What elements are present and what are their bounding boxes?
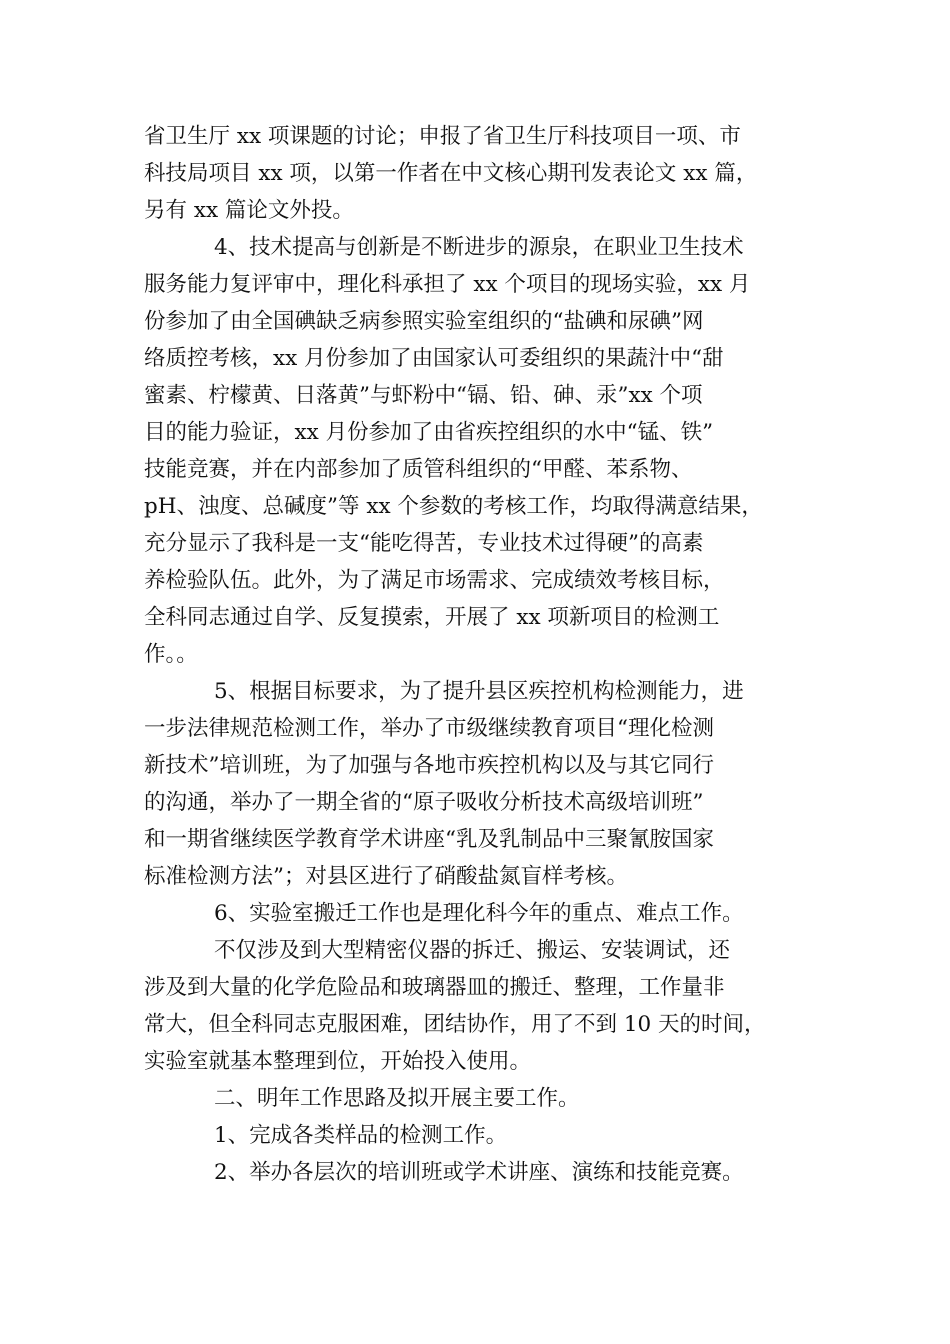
text-line: 份参加了由全国碘缺乏病参照实验室组织的“盐碘和尿碘”网 xyxy=(144,309,704,334)
text-line: 6、实验室搬迁工作也是理化科今年的重点、难点工作。 xyxy=(214,901,744,926)
text-line: 1、完成各类样品的检测工作。 xyxy=(214,1123,508,1148)
document-body xyxy=(144,118,814,1191)
paragraph-publications xyxy=(144,118,814,229)
paragraph-relocation xyxy=(144,932,814,1080)
text-line: 全科同志通过自学、反复摸索，开展了 xx 项新项目的检测工 xyxy=(144,605,720,630)
text-line: 常大，但全科同志克服困难，团结协作，用了不到 10 天的时间， xyxy=(144,1012,766,1037)
text-line: 省卫生厅 xx 项课题的讨论；申报了省卫生厅科技项目一项、市 xyxy=(144,124,741,149)
text-line: 一步法律规范检测工作，举办了市级继续教育项目“理化检测 xyxy=(144,716,714,741)
paragraph-item-6 xyxy=(144,895,814,932)
text-line: 目的能力验证，xx 月份参加了由省疾控组织的水中“锰、铁” xyxy=(144,420,714,445)
paragraph-item-4 xyxy=(144,229,814,673)
section-heading-next-year xyxy=(144,1080,814,1117)
text-line: 和一期省继续医学教育学术讲座“乳及乳制品中三聚氰胺国家 xyxy=(144,827,714,852)
text-line: 作。。 xyxy=(144,642,198,667)
text-line: 科技局项目 xx 项，以第一作者在中文核心期刊发表论文 xx 篇， xyxy=(144,161,758,186)
text-line: 标准检测方法”；对县区进行了硝酸盐氮盲样考核。 xyxy=(144,864,628,889)
text-line: 2、举办各层次的培训班或学术讲座、演练和技能竞赛。 xyxy=(214,1160,744,1185)
text-line: 另有 xx 篇论文外投。 xyxy=(144,198,354,223)
text-line: pH、浊度、总碱度”等 xx 个参数的考核工作，均取得满意结果， xyxy=(144,494,763,519)
text-line: 不仅涉及到大型精密仪器的拆迁、搬运、安装调试，还 xyxy=(214,938,731,963)
text-line: 5、根据目标要求，为了提升县区疾控机构检测能力，进 xyxy=(214,679,744,704)
text-line: 充分显示了我科是一支“能吃得苦，专业技术过得硬”的高素 xyxy=(144,531,704,556)
text-line: 服务能力复评审中，理化科承担了 xx 个项目的现场实验，xx 月 xyxy=(144,272,751,297)
text-line: 养检验队伍。此外，为了满足市场需求、完成绩效考核目标， xyxy=(144,568,725,593)
text-line: 实验室就基本整理到位，开始投入使用。 xyxy=(144,1049,532,1074)
text-line: 的沟通，举办了一期全省的“原子吸收分析技术高级培训班” xyxy=(144,790,704,815)
text-line: 涉及到大量的化学危险品和玻璃器皿的搬迁、整理，工作量非 xyxy=(144,975,725,1000)
text-line: 4、技术提高与创新是不断进步的源泉，在职业卫生技术 xyxy=(214,235,744,260)
text-line: 络质控考核，xx 月份参加了由国家认可委组织的果蔬汁中“甜 xyxy=(144,346,724,371)
text-line: 蜜素、柠檬黄、日落黄”与虾粉中“镉、铅、砷、汞”xx 个项 xyxy=(144,383,703,408)
plan-item-1 xyxy=(144,1117,814,1154)
text-line: 新技术”培训班，为了加强与各地市疾控机构以及与其它同行 xyxy=(144,753,714,778)
plan-item-2 xyxy=(144,1154,814,1191)
text-line: 二、明年工作思路及拟开展主要工作。 xyxy=(214,1086,580,1111)
paragraph-item-5 xyxy=(144,673,814,895)
text-line: 技能竞赛，并在内部参加了质管科组织的“甲醛、苯系物、 xyxy=(144,457,693,482)
